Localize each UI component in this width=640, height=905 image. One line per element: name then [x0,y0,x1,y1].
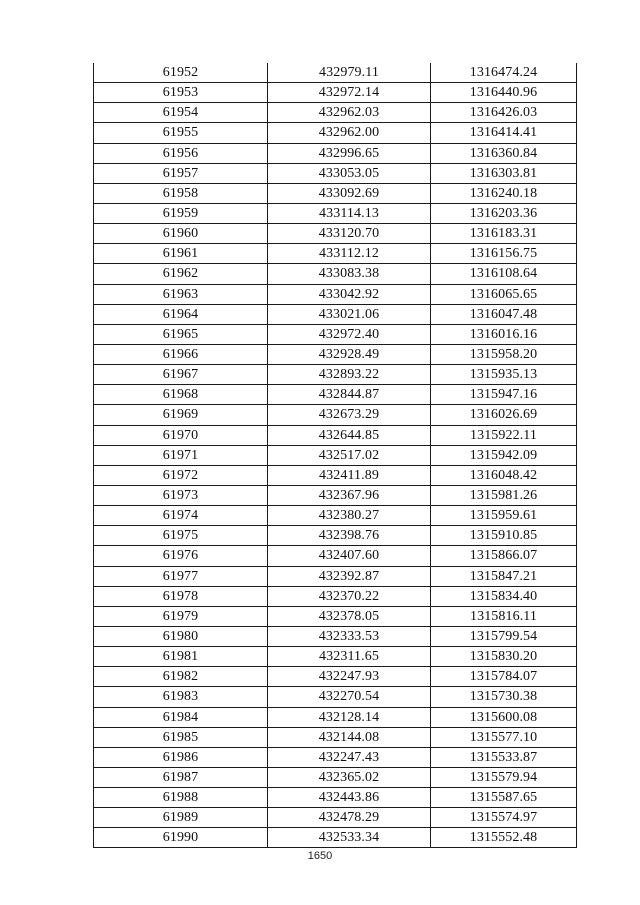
point-id-cell: 61962 [94,264,268,284]
table-row [94,123,577,143]
table-row [94,163,577,183]
table-row [94,425,577,445]
point-id-cell: 61965 [94,324,268,344]
y-coordinate-cell: 1316414.41 [431,123,577,143]
y-coordinate-cell: 1315959.61 [431,506,577,526]
point-id-cell: 61966 [94,344,268,364]
table-row [94,707,577,727]
table-row [94,83,577,103]
x-coordinate-cell: 432533.34 [268,828,431,848]
table-row [94,244,577,264]
y-coordinate-cell: 1315935.13 [431,365,577,385]
y-coordinate-cell: 1316026.69 [431,405,577,425]
table-row [94,606,577,626]
y-coordinate-cell: 1315834.40 [431,586,577,606]
y-coordinate-cell: 1315958.20 [431,344,577,364]
x-coordinate-cell: 433112.12 [268,244,431,264]
point-id-cell: 61968 [94,385,268,405]
x-coordinate-cell: 432367.96 [268,485,431,505]
point-id-cell: 61983 [94,687,268,707]
y-coordinate-cell: 1316108.64 [431,264,577,284]
x-coordinate-cell: 433092.69 [268,183,431,203]
y-coordinate-cell: 1316065.65 [431,284,577,304]
coordinates-table [93,63,577,848]
point-id-cell: 61987 [94,767,268,787]
table-row [94,284,577,304]
point-id-cell: 61964 [94,304,268,324]
y-coordinate-cell: 1315730.38 [431,687,577,707]
table-row [94,264,577,284]
x-coordinate-cell: 432411.89 [268,465,431,485]
point-id-cell: 61952 [94,63,268,83]
x-coordinate-cell: 432972.14 [268,83,431,103]
y-coordinate-cell: 1315600.08 [431,707,577,727]
x-coordinate-cell: 432962.00 [268,123,431,143]
x-coordinate-cell: 432144.08 [268,727,431,747]
page-number: 1650 [307,850,333,862]
y-coordinate-cell: 1315533.87 [431,747,577,767]
point-id-cell: 61979 [94,606,268,626]
x-coordinate-cell: 432644.85 [268,425,431,445]
point-id-cell: 61981 [94,647,268,667]
x-coordinate-cell: 433053.05 [268,163,431,183]
table-row [94,183,577,203]
point-id-cell: 61954 [94,103,268,123]
point-id-cell: 61967 [94,365,268,385]
x-coordinate-cell: 433021.06 [268,304,431,324]
x-coordinate-cell: 432392.87 [268,566,431,586]
y-coordinate-cell: 1316240.18 [431,183,577,203]
point-id-cell: 61971 [94,445,268,465]
x-coordinate-cell: 432333.53 [268,626,431,646]
y-coordinate-cell: 1315866.07 [431,546,577,566]
x-coordinate-cell: 433120.70 [268,224,431,244]
point-id-cell: 61975 [94,526,268,546]
point-id-cell: 61982 [94,667,268,687]
x-coordinate-cell: 432398.76 [268,526,431,546]
table-row [94,808,577,828]
x-coordinate-cell: 432893.22 [268,365,431,385]
point-id-cell: 61970 [94,425,268,445]
y-coordinate-cell: 1315587.65 [431,788,577,808]
point-id-cell: 61973 [94,485,268,505]
x-coordinate-cell: 432270.54 [268,687,431,707]
x-coordinate-cell: 432370.22 [268,586,431,606]
point-id-cell: 61986 [94,747,268,767]
point-id-cell: 61989 [94,808,268,828]
x-coordinate-cell: 432996.65 [268,143,431,163]
y-coordinate-cell: 1316474.24 [431,63,577,83]
point-id-cell: 61969 [94,405,268,425]
y-coordinate-cell: 1315910.85 [431,526,577,546]
table-row [94,344,577,364]
x-coordinate-cell: 432443.86 [268,788,431,808]
y-coordinate-cell: 1316203.36 [431,203,577,223]
coordinates-table-body [94,63,577,848]
y-coordinate-cell: 1316016.16 [431,324,577,344]
y-coordinate-cell: 1315574.97 [431,808,577,828]
y-coordinate-cell: 1316048.42 [431,465,577,485]
table-row [94,727,577,747]
table-row [94,304,577,324]
x-coordinate-cell: 432844.87 [268,385,431,405]
y-coordinate-cell: 1315784.07 [431,667,577,687]
x-coordinate-cell: 432928.49 [268,344,431,364]
y-coordinate-cell: 1315847.21 [431,566,577,586]
x-coordinate-cell: 432128.14 [268,707,431,727]
table-row [94,224,577,244]
y-coordinate-cell: 1316183.31 [431,224,577,244]
table-row [94,143,577,163]
point-id-cell: 61972 [94,465,268,485]
table-row [94,506,577,526]
x-coordinate-cell: 432311.65 [268,647,431,667]
y-coordinate-cell: 1316156.75 [431,244,577,264]
point-id-cell: 61990 [94,828,268,848]
table-row [94,546,577,566]
point-id-cell: 61959 [94,203,268,223]
table-row [94,667,577,687]
table-row [94,566,577,586]
point-id-cell: 61980 [94,626,268,646]
point-id-cell: 61958 [94,183,268,203]
table-row [94,747,577,767]
table-row [94,767,577,787]
point-id-cell: 61953 [94,83,268,103]
x-coordinate-cell: 432365.02 [268,767,431,787]
y-coordinate-cell: 1316047.48 [431,304,577,324]
point-id-cell: 61957 [94,163,268,183]
y-coordinate-cell: 1316303.81 [431,163,577,183]
x-coordinate-cell: 432380.27 [268,506,431,526]
y-coordinate-cell: 1315922.11 [431,425,577,445]
x-coordinate-cell: 432247.43 [268,747,431,767]
x-coordinate-cell: 432407.60 [268,546,431,566]
table-row [94,626,577,646]
table-row [94,687,577,707]
y-coordinate-cell: 1315947.16 [431,385,577,405]
y-coordinate-cell: 1315816.11 [431,606,577,626]
table-row [94,788,577,808]
table-row [94,365,577,385]
x-coordinate-cell: 432247.93 [268,667,431,687]
table-row [94,385,577,405]
table-row [94,465,577,485]
y-coordinate-cell: 1316440.96 [431,83,577,103]
y-coordinate-cell: 1315799.54 [431,626,577,646]
table-row [94,586,577,606]
table-row [94,485,577,505]
x-coordinate-cell: 433114.13 [268,203,431,223]
x-coordinate-cell: 432478.29 [268,808,431,828]
point-id-cell: 61977 [94,566,268,586]
x-coordinate-cell: 432673.29 [268,405,431,425]
x-coordinate-cell: 433083.38 [268,264,431,284]
table-row [94,647,577,667]
table-row [94,445,577,465]
y-coordinate-cell: 1315579.94 [431,767,577,787]
y-coordinate-cell: 1315577.10 [431,727,577,747]
y-coordinate-cell: 1315942.09 [431,445,577,465]
point-id-cell: 61963 [94,284,268,304]
y-coordinate-cell: 1315552.48 [431,828,577,848]
point-id-cell: 61988 [94,788,268,808]
table-row [94,526,577,546]
y-coordinate-cell: 1315830.20 [431,647,577,667]
y-coordinate-cell: 1316426.03 [431,103,577,123]
point-id-cell: 61984 [94,707,268,727]
y-coordinate-cell: 1315981.26 [431,485,577,505]
point-id-cell: 61955 [94,123,268,143]
x-coordinate-cell: 432972.40 [268,324,431,344]
point-id-cell: 61978 [94,586,268,606]
table-row [94,828,577,848]
x-coordinate-cell: 433042.92 [268,284,431,304]
table-row [94,63,577,83]
table-row [94,405,577,425]
point-id-cell: 61960 [94,224,268,244]
point-id-cell: 61961 [94,244,268,264]
point-id-cell: 61985 [94,727,268,747]
y-coordinate-cell: 1316360.84 [431,143,577,163]
x-coordinate-cell: 432962.03 [268,103,431,123]
x-coordinate-cell: 432517.02 [268,445,431,465]
x-coordinate-cell: 432979.11 [268,63,431,83]
point-id-cell: 61974 [94,506,268,526]
x-coordinate-cell: 432378.05 [268,606,431,626]
table-row [94,203,577,223]
point-id-cell: 61956 [94,143,268,163]
table-row [94,324,577,344]
table-row [94,103,577,123]
point-id-cell: 61976 [94,546,268,566]
